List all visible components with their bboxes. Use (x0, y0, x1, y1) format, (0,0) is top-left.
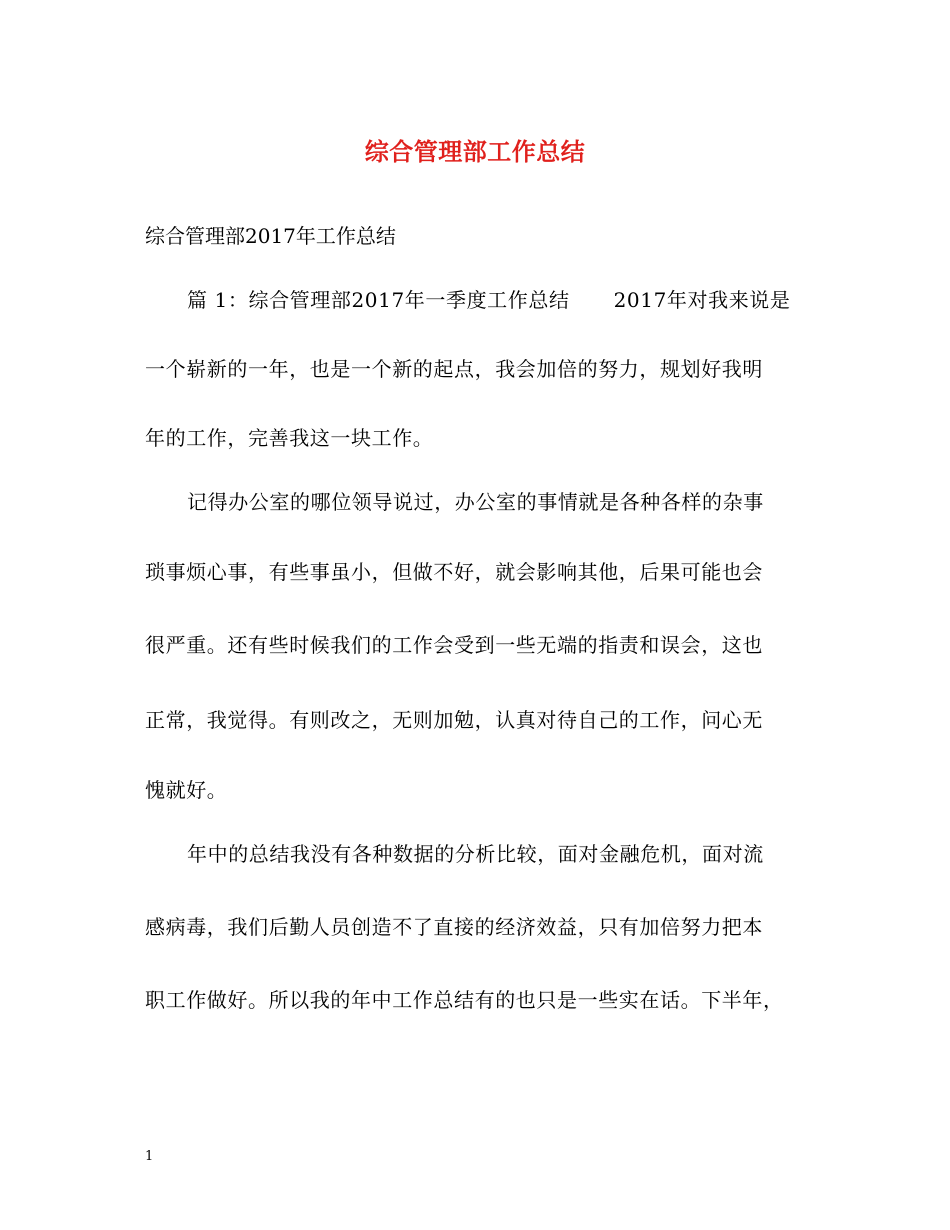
paragraph-2-line-4: 正常，我觉得。有则改之，无则加勉，认真对待自己的工作，问心无 (145, 708, 763, 732)
paragraph-1-line-2: 一个崭新的一年，也是一个新的起点，我会加倍的努力，规划好我明 (145, 357, 763, 381)
page-number: 1 (145, 1149, 154, 1164)
paragraph-2-line-3: 很严重。还有些时候我们的工作会受到一些无端的指责和误会，这也 (145, 633, 763, 657)
paragraph-2-line-5: 愧就好。 (145, 778, 228, 802)
paragraph-3-line-2: 感病毒，我们后勤人员创造不了直接的经济效益，只有加倍努力把本 (145, 915, 763, 939)
paragraph-3-line-3: 职工作做好。所以我的年中工作总结有的也只是一些实在话。下半年， (145, 988, 784, 1012)
paragraph-1-line-1 (187, 284, 791, 316)
paragraph-1-line-3: 年的工作，完善我这一块工作。 (145, 426, 434, 450)
document-subtitle: 综合管理部2017年工作总结 (145, 224, 396, 248)
paragraph-1-lead-text: 2017年对我来说是 (613, 288, 791, 312)
paragraph-1-heading-text: 篇 1：综合管理部2017年一季度工作总结 (187, 288, 570, 312)
paragraph-2-line-1: 记得办公室的哪位领导说过，办公室的事情就是各种各样的杂事 (187, 490, 764, 514)
paragraph-2-line-2: 琐事烦心事，有些事虽小，但做不好，就会影响其他，后果可能也会 (145, 560, 763, 584)
paragraph-3-line-1: 年中的总结我没有各种数据的分析比较，面对金融危机，面对流 (187, 842, 764, 866)
document-title: 综合管理部工作总结 (364, 137, 586, 166)
